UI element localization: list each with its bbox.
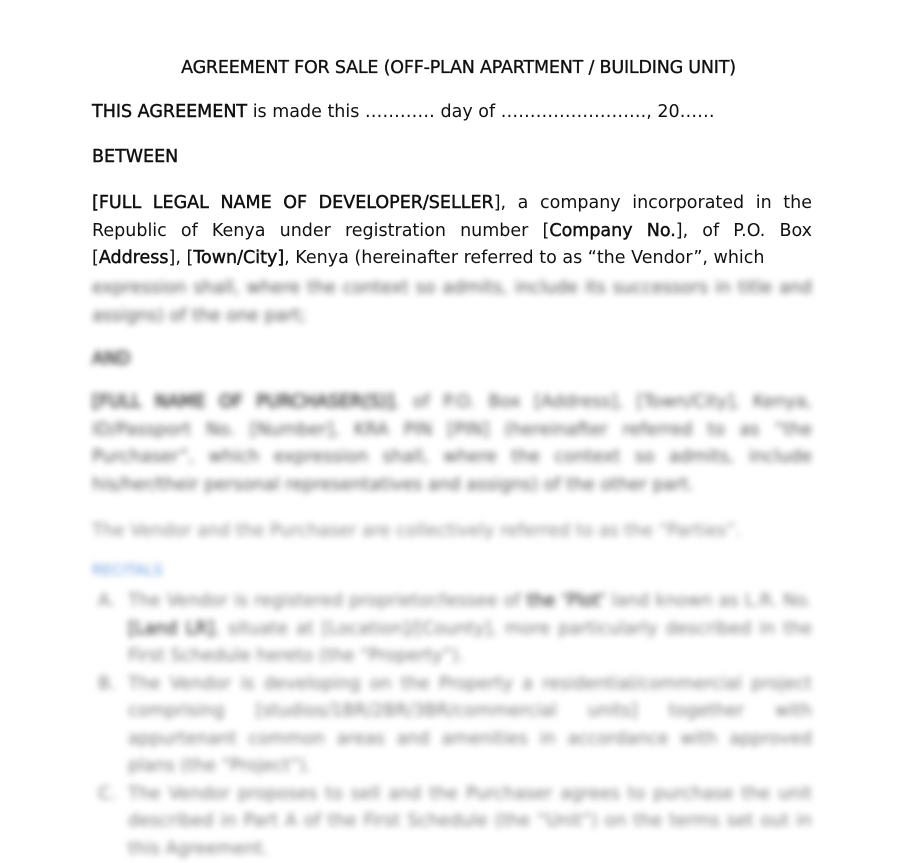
recital-text: land known as L.R. No. <box>605 591 812 611</box>
address-placeholder: Address <box>99 248 169 268</box>
intro-rest-text: is made this ………… day of ……………………., 20…… <box>247 102 715 122</box>
between-label: BETWEEN <box>92 147 178 167</box>
purchaser-text: , of P.O. Box [Address], [Town/City], Kenya, ID/Passport No. [Number], KRA PIN [PIN] (hereinafter referred to as “the Purchaser”, which expression shall, where the context so admits, include his/her/their personal representatives and assigns) of the other part. <box>92 392 812 495</box>
and-label-text: AND <box>92 349 131 369</box>
recital-item <box>92 588 812 671</box>
recital-number: B. <box>98 671 116 699</box>
recital-item <box>92 671 812 781</box>
company-no-placeholder: Company No. <box>549 221 675 241</box>
intro-bold-text: THIS AGREEMENT <box>92 102 247 122</box>
town-placeholder: Town/City] <box>193 248 284 268</box>
recitals-list <box>92 588 812 863</box>
vendor-text-2: ], of P.O. Box [ <box>92 221 812 269</box>
document-title: AGREEMENT FOR SALE (OFF-PLAN APARTMENT / BUILDING UNIT) <box>92 58 825 78</box>
recitals-heading[interactable]: RECITALS <box>92 561 163 579</box>
vendor-text-4: , Kenya (hereinafter referred to as “the Vendor”, which <box>284 248 764 268</box>
document-page <box>92 0 812 854</box>
purchaser-paragraph <box>92 389 812 499</box>
and-label <box>92 346 812 374</box>
vendor-bracket-open: [ <box>92 193 99 213</box>
recital-number: C. <box>98 781 116 809</box>
purchaser-name-placeholder: [FULL NAME OF PURCHASER(S)] <box>92 392 394 412</box>
recital-text: The Vendor is registered proprietor/lessee of <box>128 591 527 611</box>
recital-item <box>92 781 812 863</box>
recital-number: A. <box>98 588 115 616</box>
recital-text: The Vendor is developing on the Property a residential/commercial project comprising [studios/1BR/2BR/3BR/commercial units] together with appurtenant common areas and amenities in accordance with approved plans (the “Project”). <box>128 674 812 777</box>
agreement-intro-line <box>92 102 715 122</box>
recital-text: The Vendor proposes to sell and the Purchaser agrees to purchase the unit described in Part A of the First Schedule (the “Unit”) on the terms set out in this Agreement. <box>128 784 812 859</box>
vendor-paragraph-tail: expression shall, where the context so admits, include its successors in title and assigns) of the one part; <box>92 275 812 330</box>
vendor-text-3: ], [ <box>169 248 194 268</box>
parties-sentence: The Vendor and the Purchaser are collectively referred to as the “Parties”. <box>92 518 812 546</box>
vendor-name-placeholder: FULL LEGAL NAME OF DEVELOPER/SELLER <box>99 193 494 213</box>
recital-bold-text: [Land LR] <box>128 619 214 639</box>
vendor-paragraph <box>92 190 812 273</box>
recital-bold-text: the ‘Plot’ <box>527 591 606 611</box>
recital-text: , situate at [Location]/[County], more particularly described in the First Schedule hereto (the “Property”). <box>128 619 812 667</box>
vendor-text-1: ], a company incorporated in the Republic of Kenya under registration number [ <box>92 193 812 241</box>
